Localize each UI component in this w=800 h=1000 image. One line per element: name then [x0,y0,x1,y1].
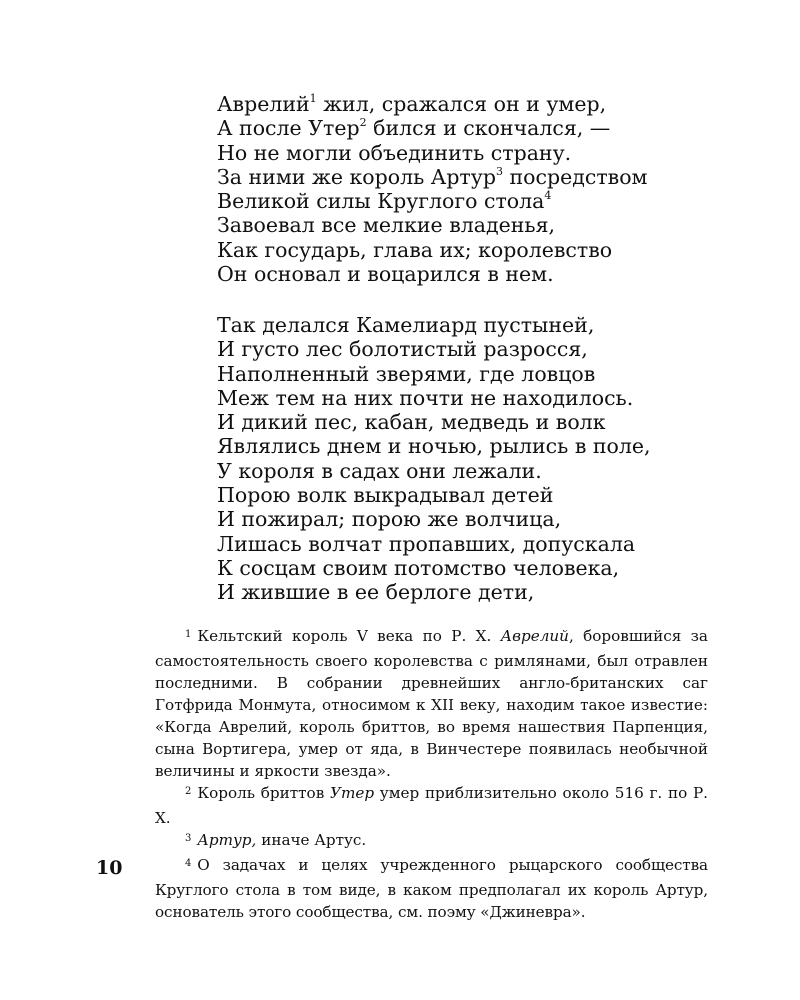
verse-line: И жившие в ее берлоге дети, [217,580,535,605]
footnote-marker: 3 [495,165,503,179]
verse-line: Наполненный зверями, где ловцов [217,361,596,386]
footnote-number: 2 [185,786,192,797]
footnote-3: $^3$ Артур, иначе Артус. [185,831,367,849]
poem-stanza-1 [217,92,657,286]
verse-line: Так делался Камелиард пустыней, [217,313,595,337]
footnotes [155,625,708,923]
footnote-number: 1 [185,629,192,640]
verse-line: Аврелий$^1$ жил, сражался он и умер, [217,92,607,116]
verse-line: Но не могли объединить страну. [217,140,572,165]
verse-line: Меж тем на них почти не находилось. [217,385,634,410]
footnote-marker: 4 [544,189,552,203]
verse-line: Являлись днем и ночью, рылись в поле, [217,434,651,459]
verse-line: Лишась волчат пропавших, допускала [217,531,636,556]
verse-line: Он основал и воцарился в нем. [217,262,554,287]
verse-line: И пожирал; порою же волчица, [217,507,562,532]
verse-line: И густо лес болотистый разросся, [217,337,588,362]
poem-stanza-2 [217,313,657,605]
verse-line: У короля в садах они лежали. [217,458,542,483]
footnote-1: $^1$ Кельтский король V века по Р. Х. Аврелий, боровшийся за самостоятельность своего королевства с римлянами, был отравлен последними. В собрании древнейших англо-британских саг Готфрида Монмута, относимом к XII веку, находим такое известие: «Когда Аврелий, король бриттов, во время нашествия Парпенция, сына Вортигера, умер от яда, в Винчестере появилась необычной величины и яркости звезда». [155,627,708,780]
verse-line: За ними же король Артур$^3$ посредством [217,164,648,189]
footnote-2: $^2$ Король бриттов Утер умер приблизительно около 516 г. по Р. Х. [155,784,708,827]
footnote-number: 4 [185,858,192,869]
verse-line: Завоевал все мелкие владенья, [217,213,556,238]
verse-line: Порою волк выкрадывал детей [217,483,554,508]
page-number: 10 [96,857,123,879]
footnote-marker: 1 [309,92,317,106]
verse-line: Великой силы Круглого стола$^4$ [217,189,552,214]
footnote-marker: 2 [359,116,367,130]
verse-line: К сосцам своим потомство человека, [217,555,620,580]
verse-line: А после Утер$^2$ бился и скончался, — [217,116,611,141]
verse-line: И дикий пес, кабан, медведь и волк [217,410,606,435]
footnote-4: $^4$ О задачах и целях учрежденного рыцарского сообщества Круглого стола в том виде, в каком предполагал их король Артур, основатель этого сообщества, см. поэму «Джиневра». [155,856,708,921]
footnote-number: 3 [185,833,192,844]
verse-line: Как государь, глава их; королевство [217,237,613,262]
